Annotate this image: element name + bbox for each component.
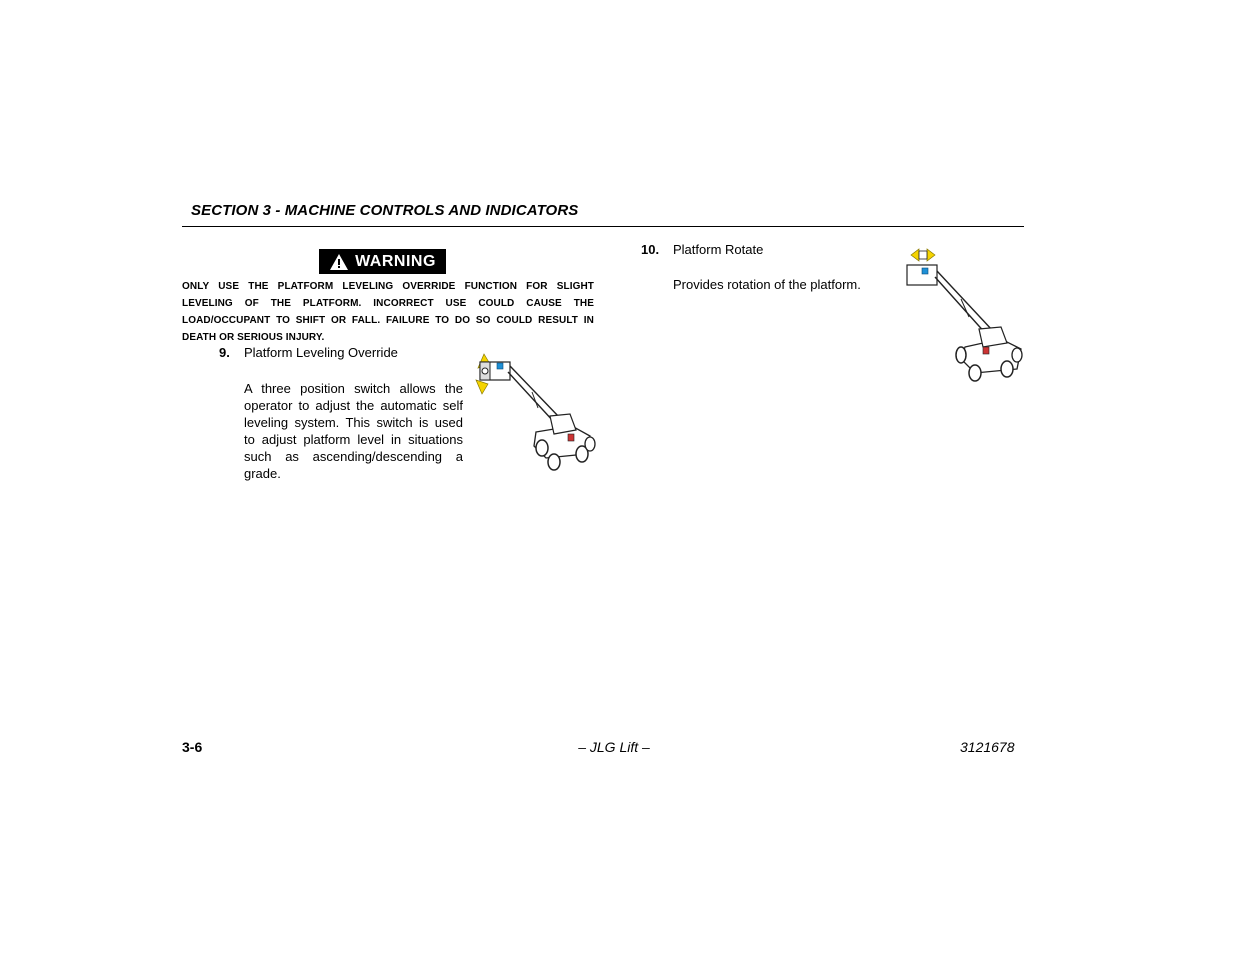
item-9-description: A three position switch allows the operator to adjust the automatic self leveling system. This switch is used to adjust platform level in situations such as ascending/descending a grade. bbox=[244, 381, 463, 481]
item-10-description: Provides rotation of the platform. bbox=[673, 277, 861, 292]
warning-text: ONLY USE THE PLATFORM LEVELING OVERRIDE FUNCTION FOR SLIGHT LEVELING OF THE PLATFORM. INCORRECT USE COULD CAUSE THE LOAD/OCCUPANT TO SHIFT OR FALL. FAILURE TO DO SO COULD RESULT IN DEATH OR SERIOUS INJURY. bbox=[182, 281, 594, 343]
footer-doc-number: 3121678 bbox=[960, 739, 1015, 755]
section-title: SECTION 3 - MACHINE CONTROLS AND INDICATORS bbox=[191, 202, 579, 219]
footer-center-text: – JLG Lift – bbox=[578, 739, 650, 755]
warning-badge bbox=[319, 249, 446, 274]
footer-page-number: 3-6 bbox=[182, 739, 203, 755]
header-rule bbox=[182, 226, 1024, 227]
item-9-number: 9. bbox=[219, 345, 230, 360]
warning-triangle-icon bbox=[329, 253, 349, 271]
item-10-title: Platform Rotate bbox=[673, 242, 764, 257]
warning-label: WARNING bbox=[355, 252, 436, 270]
boom-lift-platform-leveling-illustration bbox=[472, 350, 596, 474]
item-9-title: Platform Leveling Override bbox=[244, 345, 398, 360]
item-10-number: 10. bbox=[641, 242, 660, 257]
boom-lift-platform-rotate-illustration bbox=[903, 247, 1027, 387]
